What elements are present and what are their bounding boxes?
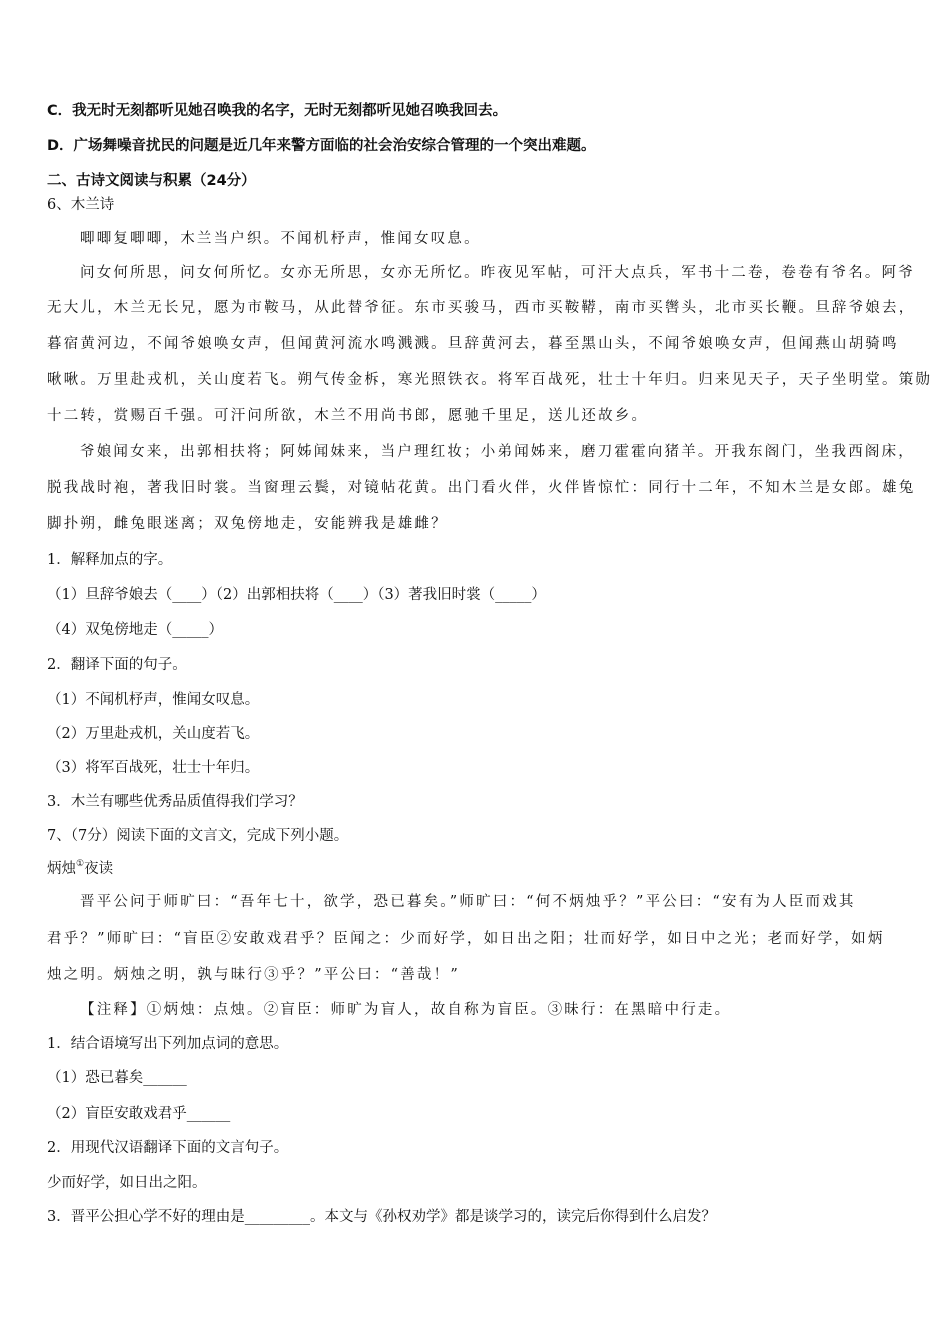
passage-line: 烛之明。炳烛之明，孰与昧行③乎？”平公曰：“善哉！” [47,967,460,983]
poem-line: 十二转，赏赐百千强。可汗问所欲，木兰不用尚书郎，愿驰千里足，送儿还故乡。 [47,408,649,424]
q6-question: （1）旦辞爷娘去（____）（2）出郭相扶将（____）（3）著我旧时裳（_____） [47,587,546,603]
passage-line: 君乎？”师旷曰：“盲臣②安敢戏君乎？臣闻之：少而好学，如日出之阳；壮而好学，如日中之光；老而好学，如炳 [47,931,885,947]
q6-question: （4）双兔傍地走（_____） [47,622,223,638]
footnote-mark: ① [76,859,85,869]
poem-line: 问女何所思，问女何所忆。女亦无所思，女亦无所忆。昨夜见军帖，可汗大点兵，军书十二卷，卷卷有爷名。阿爷 [80,265,915,281]
q6-question: （2）万里赴戎机，关山度若飞。 [47,726,260,742]
q7-question: 少而好学，如日出之阳。 [47,1175,207,1191]
option-c: C．我无时无刻都听见她召唤我的名字，无时无刻都听见她召唤我回去。 [47,103,508,119]
poem-line: 暮宿黄河边，不闻爷娘唤女声，但闻黄河流水鸣溅溅。旦辞黄河去，暮至黑山头，不闻爷娘唤女声，但闻燕山胡骑鸣 [47,336,899,352]
question-6-title: 6、木兰诗 [47,197,115,213]
q6-question: （3）将军百战死，壮士十年归。 [47,760,260,776]
q7-question: 1．结合语境写出下列加点词的意思。 [47,1036,289,1052]
passage-title-b: 夜读 [84,861,114,877]
poem-line: 无大儿，木兰无长兄，愿为市鞍马，从此替爷征。东市买骏马，西市买鞍鞯，南市买辔头，北市买长鞭。旦辞爷娘去， [47,300,916,316]
q6-question: 1．解释加点的字。 [47,552,173,568]
poem-line: 爷娘闻女来，出郭相扶将；阿姊闻妹来，当户理红妆；小弟闻姊来，磨刀霍霍向猪羊。开我东阁门，坐我西阁床， [80,444,915,460]
poem-line: 脱我战时袍，著我旧时裳。当窗理云鬓，对镜帖花黄。出门看火伴，火伴皆惊忙：同行十二年，不知木兰是女郎。雄兔 [47,480,916,496]
q7-question: （2）盲臣安敢戏君乎______ [47,1106,231,1122]
option-d: D．广场舞噪音扰民的问题是近几年来警方面临的社会治安综合管理的一个突出难题。 [47,138,596,154]
poem-line: 啾啾。万里赴戎机，关山度若飞。朔气传金柝，寒光照铁衣。将军百战死，壮士十年归。归来见天子，天子坐明堂。策勋 [47,372,933,388]
poem-line: 唧唧复唧唧，木兰当户织。不闻机杼声，惟闻女叹息。 [80,231,481,247]
passage-title [47,859,113,879]
q7-question: 3．晋平公担心学不好的理由是_________。本文与《孙权劝学》都是谈学习的，读完后你得到什么启发？ [47,1209,716,1225]
passage-line: 晋平公问于师旷曰：“吾年七十，欲学，恐已暮矣。”师旷曰：“何不炳烛乎？”平公曰：“安有为人臣而戏其 [80,894,856,910]
passage-title-a: 炳烛 [47,861,76,877]
q6-question: 3．木兰有哪些优秀品质值得我们学习？ [47,794,303,810]
q7-question: （1）恐已暮矣______ [47,1070,187,1086]
question-7-title: 7、（7分）阅读下面的文言文，完成下列小题。 [47,828,349,844]
poem-line: 脚扑朔，雌兔眼迷离；双兔傍地走，安能辨我是雄雌？ [47,516,448,532]
q6-question: （1）不闻机杼声，惟闻女叹息。 [47,692,260,708]
q6-question: 2．翻译下面的句子。 [47,657,187,673]
annotation-note: 【注释】①炳烛：点烛。②盲臣：师旷为盲人，故自称为盲臣。③昧行：在黑暗中行走。 [80,1002,732,1018]
section-title: 二、古诗文阅读与积累（24分） [47,173,256,189]
q7-question: 2．用现代汉语翻译下面的文言句子。 [47,1140,289,1156]
